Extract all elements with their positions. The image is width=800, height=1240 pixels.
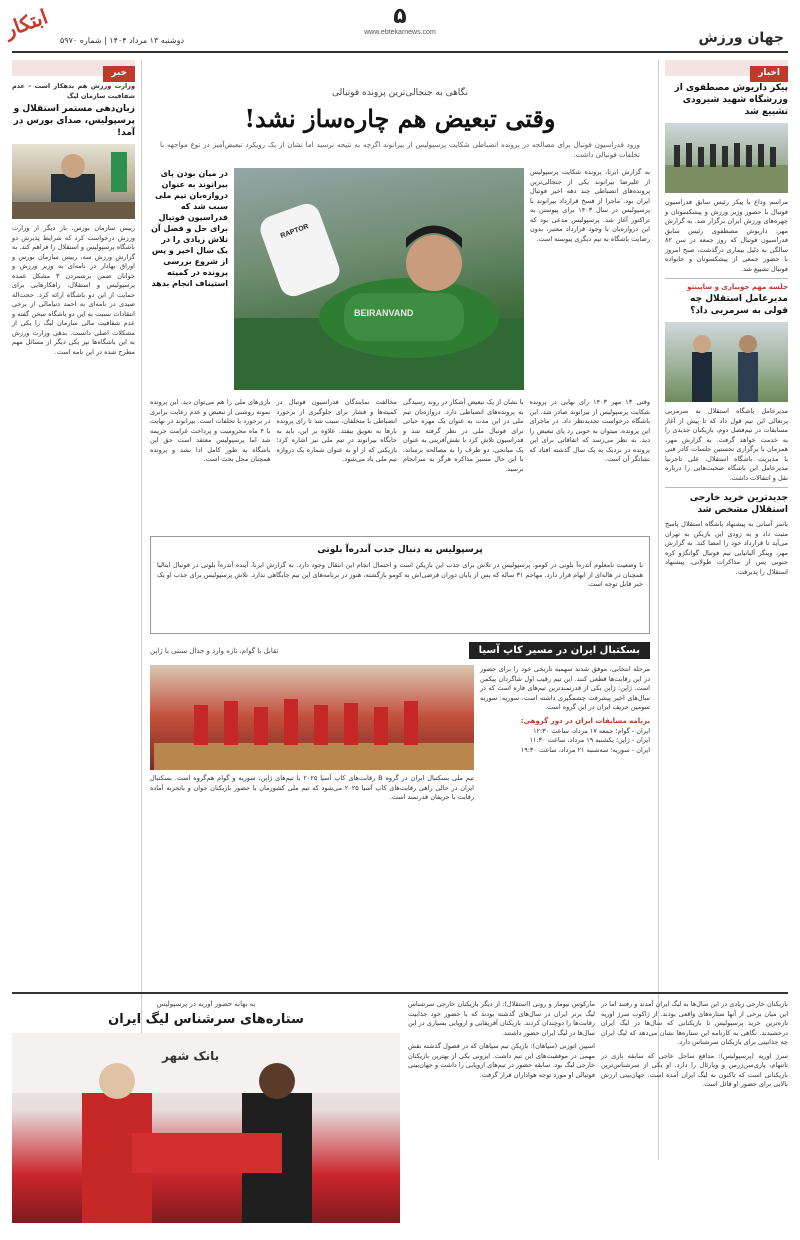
bottom-kicker: به بهانه حضور اوریه در پرسپولیس xyxy=(156,1000,256,1008)
main-lede: ورود فدراسیون فوتبال برای مصالحه در پرونده انضباطی شکایت پرسپولیس از بیرانوند اگرچه به نتیجه نرسید اما نشان از یک رویکرد تبعیض‌آمیز در نوع مواجهه با تخلفات فوتبالی داشت. xyxy=(160,141,640,159)
pullquote-block xyxy=(150,168,228,390)
sidebar-box-body: با وضعیت نامعلوم آندره‌آ بلوتی در کومو، پرسپولیس در تلاش برای جذب این بازیکن است و احتمال انجام این انتقال وجود دارد. به گزارش ایرنا، آینده آندره‌آ بلوتی در فوتبال ایتالیا همچنان در هاله‌ای از ابهام قرار دارد. مهاجم ۳۱ ساله که پس از پایان دوران قرضی‌اش به کومو بازگشته، هنوز در برنامه‌های این تیم جایگاهی ندارد. تلاش پرسپولیس برای جذب او یک خبر قابل توجه است. xyxy=(157,561,643,588)
page-number-block xyxy=(360,4,440,36)
gloves-brand-label: RAPTOR xyxy=(279,223,310,240)
news-item-3-title[interactable]: جدیدترین خرید خارجی استقلال مشخص شد xyxy=(689,493,788,515)
main-body-col-d: مخالفت نمایندگان فدراسیون فوتبال در کمیته‌ها و فشار برای جلوگیری از برخورد انضباطی با متخلفان، سبب شد تا رای پرونده بارها به تعویق بیفتد. علاوه بر این، باید به جایگاه بیرانوند در تیم ملی نیز اشاره کرد؛ بازیکنی که از او به عنوان شماره یک دروازه تیم ملی یاد می‌شود. xyxy=(276,398,397,463)
news-item-1-body: مراسم وداع با پیکر رئیس سابق فدراسیون فوتبال با حضور وزیر ورزش و پیشکسوتان و چهره‌های ورزش ایران برگزار شد. به گزارش مهر، داریوش مصطفوی رئیس سابق فدراسیون فوتبال که روز جمعه در سن ۸۲ سالگی به دلیل بیماری درگذشت، صبح امروز با حضور جمعی از پیشکسوتان و خانواده فوتبال تشییع شد. xyxy=(665,198,788,273)
pullquote-text: در میان بودن پای بیرانوند به عنوان دروازه‌بان تیم ملی سبب شد که فدراسیون فوتبال برای حل و فصل آن تلاش زیادی را در یک سال اخیر و پس از شروع بررسی پرونده در کمیته استیناف انجام بدهد xyxy=(151,169,228,288)
news-tag: خبر xyxy=(103,66,135,82)
bottom-body-c: مارکوس نیومار و رونی (استقلال): از دیگر بازیکنان خارجی سرشناس لیگ برتر ایران در سال‌های گذشته بودند که با حضور خود جذابیت رقابت‌ها را دوچندان کردند. بازیکنان آفریقایی و اروپایی بسیاری در این سال‌ها در لیگ ایران حضور داشتند. xyxy=(408,1000,595,1037)
news-item-2-body: مدیرعامل باشگاه استقلال به سرمربی پرتغالی این تیم قول داد که تا پیش از آغاز مسابقات در نیم‌فصل دوم، بازیکنان جدیدی را به خدمت خواهد گرفت. به گزارش مهر، همزمان با برگزاری نخستین جلسات کادر فنی با مدیریت باشگاه استقلال، علی تاجرنیا مدیرعامل این باشگاه صحبت‌هایی را درباره نقل و انتقالات داشت. xyxy=(665,407,788,482)
meeting-photo xyxy=(665,322,788,402)
sidebar-box-title[interactable]: پرسپولیس به دنبال جذب آندره‌آ بلوتی xyxy=(317,545,483,555)
bottom-feature xyxy=(12,992,788,1232)
left-column-header xyxy=(12,60,135,76)
news-item-1-title[interactable]: پیکر داریوش مصطفوی از وزرشگاه شهید شیرودی تشییع شد xyxy=(674,83,788,117)
left-story-title[interactable]: زبان‌دهی مستمر استقلال و پرسپولیس، صدای بورس در آمد! xyxy=(13,104,135,138)
schedule-item-3: ایران - سوریه؛ سه‌شنبه ۲۱ مرداد، ساعت ۱۹:۳۰ xyxy=(520,745,650,754)
main-body-col-e: بازی‌های ملی را هم می‌توان دید. این پرونده نمونه روشنی از تبعیض و عدم رعایت برابری در برخورد با تخلفات است. بیرانوند در نهایت با ۴ ماه محرومیت و پرداخت غرامت جریمه شد اما پرسپولیس معتقد است حق این باشگاه به طور کامل ادا نشد و پرونده همچنان محل بحث است. xyxy=(150,398,271,463)
main-kicker: نگاهی به جنجالی‌ترین پرونده فوتبالی xyxy=(331,88,469,98)
crowd-illustration xyxy=(665,123,788,193)
schedule-item-1: ایران - گوام؛ جمعه ۱۷ مرداد، ساعت ۱۲:۳۰ xyxy=(533,726,650,735)
main-body-col-b: وقتی ۱۳ مهر ۱۴۰۳ رای نهایی در پرونده شکایت پرسپولیس از بیرانوند صادر شد، این باشگاه درخواست تجدیدنظر داد. در ماجرای این پرونده، میتوان به خوبی رد پای تبعیض را دید. به نظر می‌رسد که اتفاقاتی برای این پرونده در نزدیک به یک سال گذشته افتاد که نشانگر آن است. xyxy=(529,398,650,463)
funeral-photo xyxy=(665,123,788,193)
basketball-title[interactable]: بسکتبال ایران در مسیر کاپ آسیا xyxy=(469,642,650,659)
main-headline[interactable]: وقتی تبعیض هم چاره‌ساز نشد! xyxy=(244,104,556,133)
section-title: جهان ورزش xyxy=(698,30,784,46)
basketball-text-right xyxy=(480,665,650,865)
schedule-title: برنامه مسابقات ایران در دور گروهی: xyxy=(520,716,650,725)
page-number: ۵ xyxy=(393,4,407,29)
divider xyxy=(665,487,788,488)
bottom-body-a: بازیکنان خارجی زیادی در این سال‌ها به لیگ ایران آمدند و رفتند اما در این میان برخی از آنها ستاره‌های واقعی بودند. از ژاکوب سرژ اوریه تازه‌ترین خرید پرسپولیس تا بازیکنانی که سال‌ها در لیگ ایران درخشیدند. نگاهی به کارنامه این ستاره‌ها نشان می‌دهد که لیگ ایران چه جذابیتی برای بازیکنان سرشناس دارد. xyxy=(601,1000,788,1046)
left-story-body: رییس سازمان بورس، بار دیگر از وزارت ورزش درخواست کرد که شرایط پذیرش دو باشگاه پرسپولیس و استقلال را فراهم کند. به گزارش ورزش سه، رییس سازمان بورس و اوراق بهادار در نامه‌ای به وزیر ورزش و جوانان ضمن برشمردن ۳ مشکل عمده پرسپولیس و استقلال، راهکارهایی برای حمایت از این دو باشگاه ارائه کرد. حجت‌اله صیدی در نامه‌ای به احمد دنیامالی از برخی انتقادات نسبت به این دو باشگاه سخن گفته و عدم شفافیت مالی سازمان لیگ را یکی از مشکلات اصلی دانست. بدهی وزارت ورزش به این باشگاه‌ها نیز یکی دیگر از مسائل مهم مطرح شده در این نامه است. xyxy=(12,224,135,356)
basketball-photo-and-text xyxy=(150,665,474,865)
main-article xyxy=(150,60,650,865)
main-body-col-c: با نشان از یک تبعیض آشکار در روند رسیدگی به پرونده‌های انضباطی دارد. دروازه‌بان تیم ملی در این مدت به عنوان یک مهره حیاتی برای فوتبال ملی در نظر گرفته شد و فدراسیون تلاش کرد با نقش‌آفرینی به عنوان یک میانجی، دو طرف را به مصالحه برساند. با این حال مسیر مذاکره هرگز به سرانجام نرسید. xyxy=(403,398,524,473)
news-item-3-body: یاسر آسانی به پیشنهاد باشگاه استقلال پاسخ مثبت داد و به زودی این بازیکن به تهران می‌آید تا قرارداد خود را امضا کند. به گزارش مهر، وینگر آلبانیایی تیم فوتبال گوانگژو کره جنوبی پس از مذاکرات طولانی، پیشنهاد استقلال را پذیرفت. xyxy=(665,520,788,576)
bottom-title[interactable]: ستاره‌های سرشناس لیگ ایران xyxy=(108,1012,304,1027)
newspaper-logo: ابتکار xyxy=(1,4,51,42)
bourse-chief-photo xyxy=(12,144,135,219)
bottom-headline-area xyxy=(12,1000,400,1230)
basketball-kicker: تقابل با گوام، تازه وارد و جدال سنتی با ژاپن xyxy=(150,646,279,655)
perspolis-sidebar-box xyxy=(150,536,650,634)
aurier-signing-photo xyxy=(12,1033,400,1223)
goalkeeper-illustration xyxy=(234,168,524,390)
basketball-team-photo xyxy=(150,665,474,770)
news-tag: اخبار xyxy=(750,66,788,82)
right-column-header xyxy=(665,60,788,76)
jersey-name-label: BEIRANVAND xyxy=(354,308,414,318)
news-item-2-kicker: جلسه مهم جویباری و ساپینتو xyxy=(687,283,788,291)
bottom-text-area xyxy=(408,1000,788,1230)
sponsor-banner: بانک شهر xyxy=(162,1049,220,1063)
divider xyxy=(665,278,788,279)
goalkeeper-photo xyxy=(234,168,524,390)
basketball-team-illustration xyxy=(154,665,474,770)
basketball-body-a: تیم ملی بسکتبال ایران در گروه B رقابت‌های کاپ آسیا ۲۰۲۵ با تیم‌های ژاپن، سوریه و گوام هم‌گروه است. بسکتبال ایران در حالی راهی رقابت‌های کاپ آسیا ۲۰۲۵ می‌شود که تیم ملی کشورمان با حضور بازیکنان جوان و باتجربه آماده رقابت با حریفان قدرتمند است. xyxy=(150,774,474,801)
site-url[interactable]: www.ebtekarnews.com xyxy=(364,29,436,36)
header-divider xyxy=(12,51,788,53)
main-body-col-a: به گزارش ایرنا، پرونده شکایت پرسپولیس از علیرضا بیرانوند یکی از جنجالی‌ترین پرونده‌های انضباطی چند دهه اخیر فوتبال ایران بود. ماجرا از فسخ قرارداد بیرانوند با پرسپولیس در سال ۱۴۰۳ برای پیوستن به تراکتور آغاز شد. پرسپولیس مدعی بود که این دروازه‌بان با وجود قرارداد معتبر، بدون رضایت باشگاه به تیم دیگری پیوسته است. xyxy=(530,168,650,243)
two-men-illustration xyxy=(665,322,788,402)
official-illustration xyxy=(12,144,135,219)
schedule-item-2: ایران - ژاپن؛ یکشنبه ۱۹ مرداد، ساعت ۱۱:۳۰ xyxy=(529,736,650,744)
left-story-kicker: وزارت ورزش هم بدهکار است - عدم شفافیت سازمان لیگ xyxy=(12,82,135,100)
news-item-2-title[interactable]: مدیرعامل استقلال چه قولی به سرمربی داد؟ xyxy=(690,294,788,316)
basketball-body-b: مرحله انتخابی، موفق شدند سهمیه تاریخی خود را برای حضور در این رقابت‌ها قطعی کنند. این تیم رقیب اول شاگردان پیکمن است. ژاپن: ژاپن یکی از قدرتمندترین تیم‌های قاره است که در سال‌های اخیر پیشرفت چشمگیری داشته است. سوریه: سوریه سومین حریف ایران در این گروه است. xyxy=(480,665,650,711)
bottom-body-b: سرژ اوریه (پرسپولیس): مدافع ساحل عاجی که سابقه بازی در تاتنهام، پاری‌سن‌ژرمن و ویارئال را دارد. او یکی از سرشناس‌ترین بازیکنانی است که تاکنون به لیگ ایران آمده است. جهان‌بینی ارزش بالایی برای حضور او قائل است. xyxy=(601,1051,788,1088)
issue-date: دوشنبه ۱۳ مرداد ۱۴۰۴ | شماره ۵۹۷۰ xyxy=(60,36,185,45)
page-header xyxy=(0,0,800,52)
bottom-body-d: اسپین اتوزنی (سپاهان): بازیکن تیم سپاهان که در فصول گذشته نقش مهمی در موفقیت‌های این تیم داشت. ایزونی یکی از بهترین بازیکنان خارجی لیگ بود. سابقه حضور در تیم‌های اروپایی را داشت و جهان‌بینی فوتبالی او مورد توجه هواداران قرار گرفت. xyxy=(408,1042,595,1079)
basketball-section xyxy=(150,642,650,865)
